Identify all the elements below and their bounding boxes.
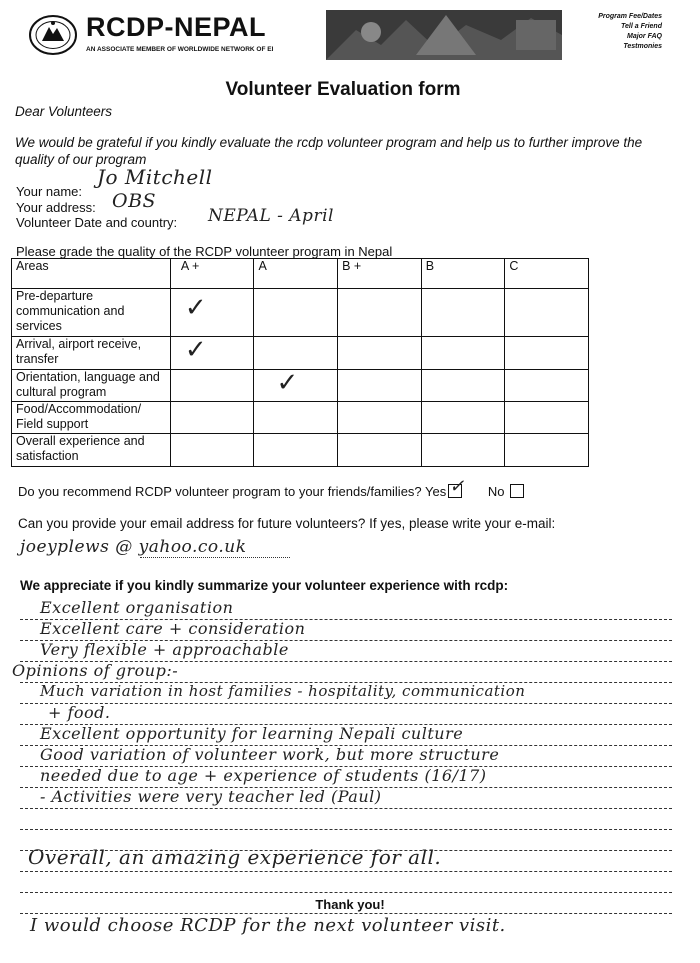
link-program-fee-dates[interactable]: Program Fee/Dates [598, 13, 662, 20]
check-mark-icon: ✓ [184, 335, 207, 365]
column-header: Areas [12, 259, 171, 289]
column-header: A [254, 259, 338, 289]
grade-cell[interactable] [505, 337, 589, 370]
volunteer-date-value[interactable]: NEPAL - April [208, 206, 334, 226]
greeting: Dear Volunteers [15, 104, 113, 119]
grade-table-row [12, 337, 589, 370]
link-testimonies[interactable]: Testmonies [623, 43, 662, 50]
check-mark-icon: ✓ [276, 368, 299, 398]
grade-cell[interactable] [338, 289, 422, 337]
column-header: B + [338, 259, 422, 289]
summary-rule-line [20, 913, 672, 914]
name-label: Your name: [16, 184, 83, 199]
grade-heading: Please grade the quality of the RCDP volunteer program in Nepal [16, 244, 393, 259]
summary-rule-line [20, 892, 672, 893]
grade-cell[interactable] [170, 370, 254, 402]
recommend-yes-checkbox[interactable]: ✓ [449, 476, 465, 497]
link-tell-a-friend[interactable]: Tell a Friend [621, 23, 662, 30]
grade-table-header-row [12, 259, 589, 289]
address-label: Your address: [16, 200, 96, 215]
summary-line: Good variation of volunteer work, but more structure [40, 745, 500, 764]
grade-cell[interactable] [421, 337, 505, 370]
grade-cell[interactable] [421, 289, 505, 337]
intro-text: We would be grateful if you kindly evaluate the rcdp volunteer program and help us to further improve the quality of our program [15, 135, 643, 167]
grade-area-label: Arrival, airport receive, transfer [12, 337, 171, 370]
grade-cell[interactable] [421, 434, 505, 467]
grade-cell[interactable] [505, 289, 589, 337]
summary-rule-line [20, 808, 672, 809]
column-header: B [421, 259, 505, 289]
header-links [566, 12, 662, 52]
check-mark-icon: ✓ [184, 293, 207, 323]
header-banner-photo [326, 10, 562, 60]
name-value[interactable]: Jo Mitchell [97, 165, 213, 189]
summary-line: Opinions of group:- [12, 661, 179, 680]
column-header: C [505, 259, 589, 289]
grade-cell[interactable] [254, 289, 338, 337]
address-value[interactable]: OBS [112, 190, 157, 212]
grade-cell[interactable] [170, 289, 254, 337]
summary-rule-line [20, 703, 672, 704]
summary-line: + food. [48, 703, 111, 722]
rcdp-logo-seal [28, 14, 78, 56]
recommend-no-checkbox[interactable] [510, 484, 524, 498]
grade-table [11, 258, 589, 467]
summary-line: Overall, an amazing experience for all. [28, 845, 442, 869]
grade-area-label: Pre-departure communication and services [12, 289, 171, 337]
email-value[interactable]: joeyplews @ yahoo.co.uk [20, 537, 247, 557]
grade-cell[interactable] [170, 337, 254, 370]
thank-you: Thank you! [315, 897, 385, 912]
grade-cell[interactable] [505, 370, 589, 402]
summary-line: Excellent opportunity for learning Nepali culture [40, 724, 464, 743]
volunteer-date-label: Volunteer Date and country: [16, 215, 178, 230]
recommend-question: Do you recommend RCDP volunteer program to your friends/families? Yes [18, 484, 447, 499]
brand-name: RCDP-NEPAL [86, 12, 266, 42]
grade-cell[interactable] [338, 337, 422, 370]
grade-area-label: Orientation, language and cultural program [12, 370, 171, 402]
grade-cell[interactable] [254, 434, 338, 467]
summary-heading: We appreciate if you kindly summarize your volunteer experience with rcdp: [20, 578, 509, 593]
summary-line: Excellent care + consideration [40, 619, 306, 638]
grade-area-label: Overall experience and satisfaction [12, 434, 171, 467]
column-header: A + [170, 259, 254, 289]
form-title: Volunteer Evaluation form [225, 79, 461, 100]
grade-cell[interactable] [254, 402, 338, 434]
grade-cell[interactable] [421, 370, 505, 402]
summary-rule-line [20, 829, 672, 830]
summary-line: - Activities were very teacher led (Paul) [40, 787, 382, 806]
grade-cell[interactable] [505, 402, 589, 434]
recommend-no-label: No [487, 484, 505, 499]
grade-cell[interactable] [421, 402, 505, 434]
summary-line: needed due to age + experience of students (16/17) [40, 766, 487, 785]
summary-line: Excellent organisation [40, 598, 234, 617]
link-major-faq[interactable]: Major FAQ [626, 33, 662, 40]
grade-table-row [12, 402, 589, 434]
grade-area-label: Food/Accommodation/ Field support [12, 402, 171, 434]
summary-line: Much variation in host families - hospitality, communication [40, 682, 526, 700]
grade-cell[interactable] [338, 434, 422, 467]
grade-cell[interactable] [338, 370, 422, 402]
email-question: Can you provide your email address for future volunteers? If yes, please write your e-mail: [18, 516, 556, 531]
grade-cell[interactable] [170, 434, 254, 467]
closing-note: I would choose RCDP for the next volunteer visit. [30, 915, 506, 936]
grade-table-row [12, 370, 589, 402]
grade-cell[interactable] [338, 402, 422, 434]
grade-table-row [12, 289, 589, 337]
email-underline [140, 557, 290, 558]
grade-cell[interactable] [254, 370, 338, 402]
grade-cell[interactable] [505, 434, 589, 467]
grade-cell[interactable] [170, 402, 254, 434]
brand-tagline: AN ASSOCIATE MEMBER OF WORLDWIDE NETWORK OF EI [86, 46, 274, 53]
grade-cell[interactable] [254, 337, 338, 370]
summary-rule-line [20, 871, 672, 872]
grade-table-row [12, 434, 589, 467]
summary-line: Very flexible + approachable [40, 640, 289, 659]
recommend-row [18, 476, 524, 499]
